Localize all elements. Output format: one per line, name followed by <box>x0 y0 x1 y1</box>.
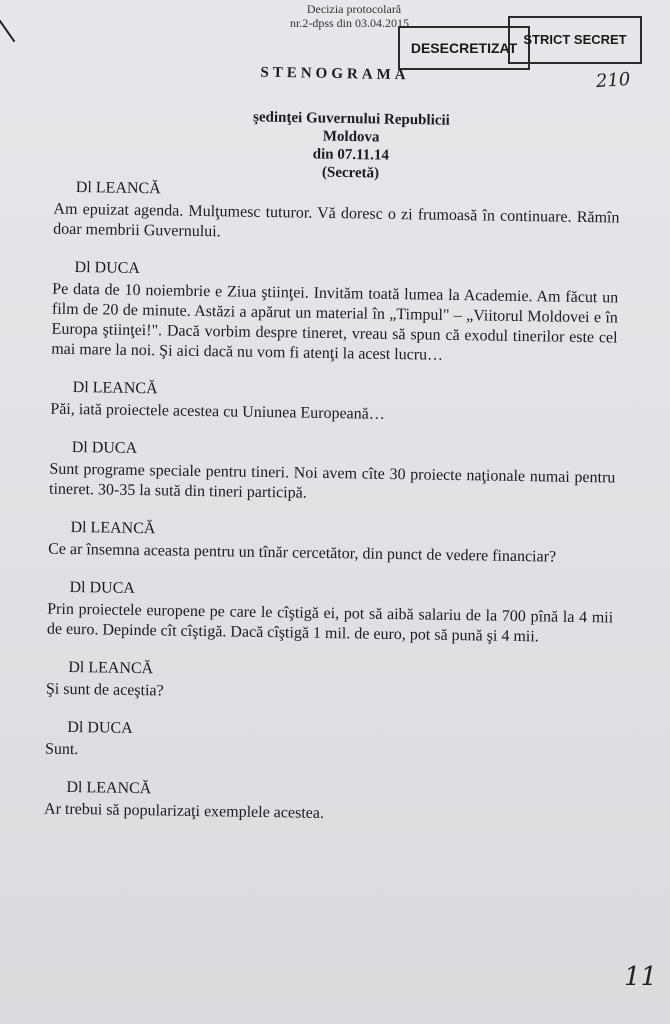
transcript-turn <box>53 178 620 249</box>
strict-secret-stamp: STRICT SECRET <box>508 16 642 64</box>
document-subtitle <box>225 108 476 184</box>
transcript-turn <box>51 258 619 369</box>
speaker-name: Dl LEANCĂ <box>68 658 154 678</box>
speaker-name: Dl DUCA <box>69 578 136 597</box>
speech-text: Sunt. <box>44 740 79 759</box>
subtitle-classification: (Secretă) <box>321 164 380 182</box>
handwritten-sheet-number: 11 <box>624 962 658 992</box>
speech-text: Păi, iată proiectele acestea cu Uniunea Europeană… <box>50 400 385 423</box>
speech-text: Ce ar însemna aceasta pentru un tînăr cercetător, din punct de vedere financiar? <box>48 540 557 566</box>
speech-text: Am epuizat agenda. Mulţumesc tuturor. Vă doresc o zi frumoasă în continuare. Rămîn doar membrii Guvernului. <box>53 200 620 241</box>
transcript-turn <box>45 658 613 709</box>
speaker-name: Dl DUCA <box>74 258 141 278</box>
decision-line-2: nr.2-dpss din 03.04.2015 <box>290 16 410 30</box>
pen-mark <box>0 20 15 42</box>
transcript-turn <box>43 778 611 829</box>
speech-text: Ar trebui să popularizaţi exemplele acestea. <box>43 800 325 822</box>
speaker-name: Dl LEANCĂ <box>72 378 158 398</box>
speaker-name: Dl DUCA <box>71 438 138 457</box>
declassified-stamp: DESECRETIZAT <box>398 26 530 70</box>
transcript-turn <box>48 438 616 509</box>
transcript-turn <box>44 718 612 769</box>
speaker-name: Dl LEANCĂ <box>75 178 161 198</box>
decision-reference <box>290 2 410 30</box>
speaker-name: Dl LEANCĂ <box>70 518 156 538</box>
speech-text: Prin proiectele europene pe care le cîştigă ei, pot să aibă salariu de la 700 pînă la 4 mii de euro. Depinde cît cîştigă. Dacă cîştigă 1 mil. de euro, pot să pună şi 4 mii. <box>46 600 614 646</box>
document-title: STENOGRAMA <box>260 64 410 84</box>
transcript <box>43 178 620 846</box>
subtitle-line-1: şedinţei Guvernului Republicii Moldova <box>252 109 450 146</box>
transcript-turn <box>48 518 615 569</box>
decision-line-1: Decizia protocolară <box>306 2 402 16</box>
speaker-name: Dl LEANCĂ <box>66 778 152 798</box>
subtitle-date: din 07.11.14 <box>312 146 390 164</box>
speaker-name: Dl DUCA <box>67 718 133 737</box>
handwritten-page-number: 210 <box>595 68 632 93</box>
transcript-turn <box>50 378 617 429</box>
speech-text: Sunt programe speciale pentru tineri. Noi avem cîte 30 proiecte naţionale numai pentru tineret. 30-35 la sută din tineri participă. <box>48 460 616 502</box>
speech-text: Şi sunt de aceştia? <box>45 680 164 700</box>
transcript-turn <box>46 578 614 649</box>
speech-text: Pe data de 10 noiembrie e Ziua ştiinţei. Invităm toată lumea la Academie. Am făcut un film de 20 de minute. Astăzi a apărut un material în „Timpul" – „Viitorul Moldovei e în Europa ştiinţei!". Dacă vorbim despre tineret, vreau să spun că exodul tinerilor este cel mai mare la noi. Şi aici dacă nu vom fi atenţi la acest lucru… <box>51 280 619 364</box>
